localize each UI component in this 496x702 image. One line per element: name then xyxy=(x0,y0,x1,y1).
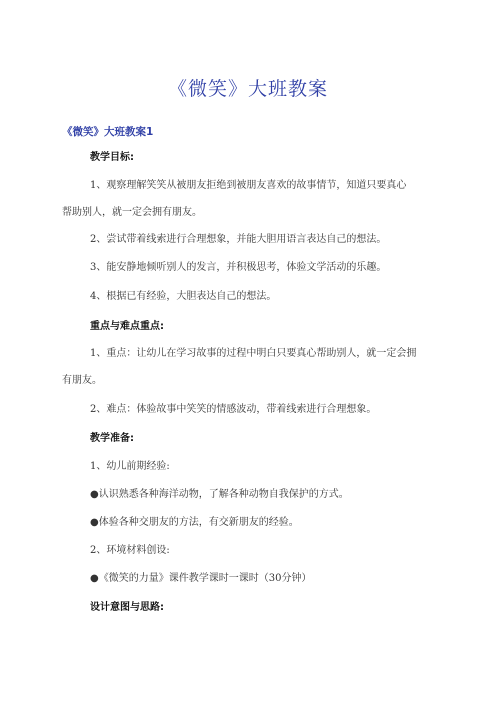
paragraph-line: 帮助别人，就一定会拥有朋友。 xyxy=(62,207,202,218)
heading-teaching-goals: 教学目标: xyxy=(90,152,134,163)
bullet-item: ●《微笑的力量》课件教学课时一课时（30分钟） xyxy=(90,573,312,584)
heading-preparation: 教学准备: xyxy=(90,433,134,444)
paragraph-line: 4、根据已有经验，大胆表达自己的想法。 xyxy=(90,291,277,302)
paragraph-line: 有朋友。 xyxy=(62,375,102,386)
paragraph-line: 1、幼儿前期经验: xyxy=(90,461,170,472)
bullet-item: ●认识熟悉各种海洋动物，了解各种动物自我保护的方式。 xyxy=(90,489,349,500)
bullet-item: ●体验各种交朋友的方法，有交新朋友的经验。 xyxy=(90,517,299,528)
paragraph-line: 1、观察理解笑笑从被朋友拒绝到被朋友喜欢的故事情节，知道只要真心 xyxy=(90,180,407,191)
heading-key-points: 重点与难点重点: xyxy=(90,321,164,332)
paragraph-line: 2、尝试带着线索进行合理想象，并能大胆用语言表达自己的想法。 xyxy=(90,234,387,245)
paragraph-line: 3、能安静地倾听别人的发言，并积极思考，体验文学活动的乐趣。 xyxy=(90,262,387,273)
section-title: 《微笑》大班教案1 xyxy=(62,126,154,138)
paragraph-line: 1、重点：让幼儿在学习故事的过程中明白只要真心帮助别人，就一定会拥 xyxy=(90,348,417,359)
heading-design-intent: 设计意图与思路: xyxy=(90,602,164,613)
document-title: 《微笑》大班教案 xyxy=(167,78,328,100)
paragraph-line: 2、环境材料创设: xyxy=(90,545,170,556)
paragraph-line: 2、难点：体验故事中笑笑的情感波动，带着线索进行合理想象。 xyxy=(90,404,377,415)
